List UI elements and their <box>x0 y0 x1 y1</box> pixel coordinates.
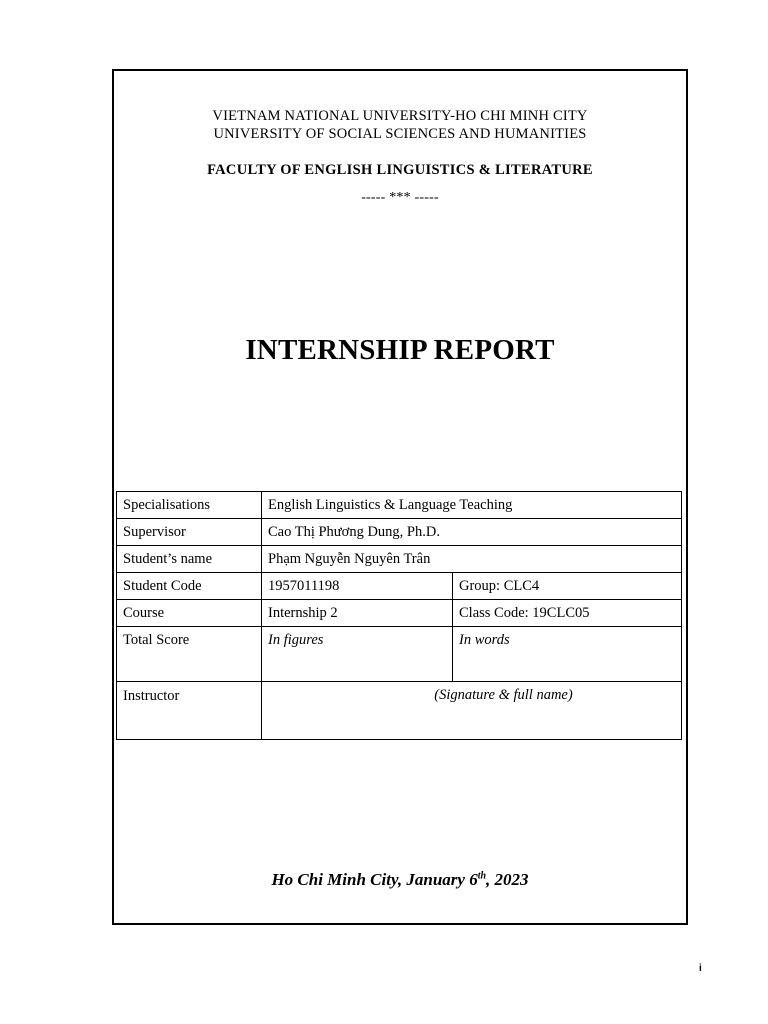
specialisations-value: English Linguistics & Language Teaching <box>262 492 682 519</box>
table-row <box>117 519 682 546</box>
date-year: , 2023 <box>486 870 529 889</box>
student-code-value: 1957011198 <box>262 573 453 600</box>
score-in-words: In words <box>453 627 682 682</box>
report-title: INTERNSHIP REPORT <box>245 334 555 366</box>
class-code-value: Class Code: 19CLC05 <box>453 600 682 627</box>
student-name-label: Student’s name <box>117 546 262 573</box>
course-label: Course <box>117 600 262 627</box>
table-row <box>117 627 682 682</box>
supervisor-value: Cao Thị Phương Dung, Ph.D. <box>262 519 682 546</box>
date-prefix: Ho Chi Minh City, January 6 <box>271 870 478 889</box>
table-row <box>117 492 682 519</box>
university-name: VIETNAM NATIONAL UNIVERSITY-HO CHI MINH CITY <box>212 108 588 124</box>
total-score-label: Total Score <box>117 627 262 682</box>
group-value: Group: CLC4 <box>453 573 682 600</box>
school-name: UNIVERSITY OF SOCIAL SCIENCES AND HUMANITIES <box>213 126 587 142</box>
table-row <box>117 573 682 600</box>
table-row <box>117 546 682 573</box>
faculty-name: FACULTY OF ENGLISH LINGUISTICS & LITERATURE <box>207 162 593 178</box>
info-table <box>116 491 682 740</box>
page-number: i <box>699 963 702 974</box>
supervisor-label: Supervisor <box>117 519 262 546</box>
student-code-label: Student Code <box>117 573 262 600</box>
separator: ----- *** ----- <box>361 190 439 205</box>
signature-note: (Signature & full name) <box>262 682 682 740</box>
score-in-figures: In figures <box>262 627 453 682</box>
table-row <box>117 600 682 627</box>
table-row <box>117 682 682 740</box>
date-line <box>112 870 688 890</box>
course-value: Internship 2 <box>262 600 453 627</box>
specialisations-label: Specialisations <box>117 492 262 519</box>
student-name-value: Phạm Nguyễn Nguyên Trân <box>262 546 682 573</box>
instructor-label: Instructor <box>117 682 262 740</box>
date-suffix: th <box>477 870 487 882</box>
